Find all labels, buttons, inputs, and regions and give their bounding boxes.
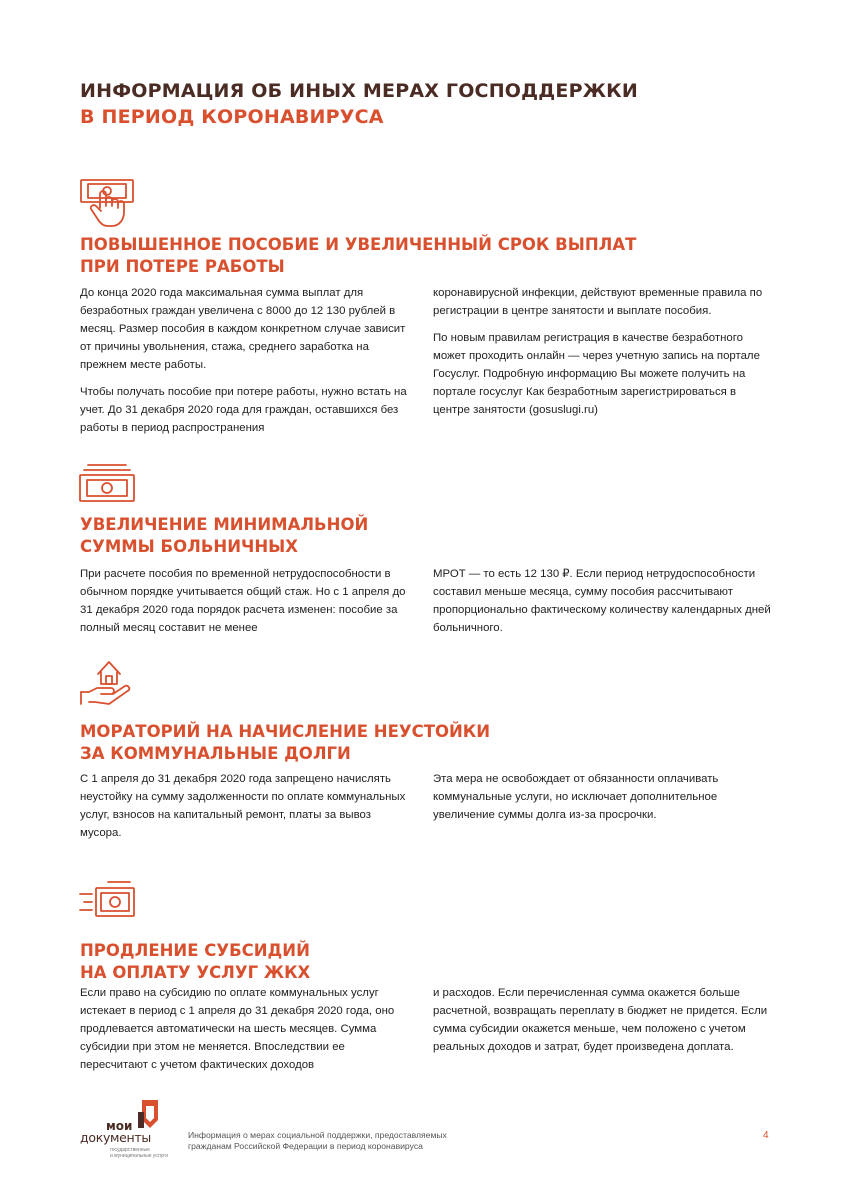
paragraph: При расчете пособия по временной нетрудоспособности в обычном порядке учитывается общий стаж. Но с 1 апреля до 31 декабря 2020 года порядок расчета изменен: пособие за полный месяц составит не менее	[80, 568, 406, 634]
page-title	[80, 78, 780, 130]
footer-caption-line1: Информация о мерах социальной поддержки, предоставляемых	[188, 1130, 447, 1140]
section-title	[80, 234, 780, 278]
logo-subtitle-line1: государственные	[110, 1147, 150, 1153]
paragraph: Эта мера не освобождает от обязанности оплачивать коммунальные услуги, но исключает дополнительное увеличение суммы долга из-за просрочки.	[433, 773, 719, 821]
section-text-left	[80, 284, 410, 446]
footer-caption	[188, 1130, 608, 1152]
paragraph: По новым правилам регистрация в качестве безработного может проходить онлайн — через учетную запись на портале Госуслуг. Подробную информацию Вы можете получить на портале госуслуг Как безработным зарегистрироваться в центре занятости (gosuslugi.ru)	[433, 332, 760, 416]
section-text-left	[80, 984, 410, 1083]
section-title-line1: МОРАТОРИЙ НА НАЧИСЛЕНИЕ НЕУСТОЙКИ	[80, 722, 491, 741]
section-text-left	[80, 770, 410, 851]
moi-dokumenty-logo	[80, 1098, 170, 1166]
page-number: 4	[763, 1130, 769, 1141]
page-title-line1: ИНФОРМАЦИЯ ОБ ИНЫХ МЕРАХ ГОСПОДДЕРЖКИ	[80, 80, 638, 102]
paragraph: МРОТ — то есть 12 130 ₽. Если период нетрудоспособности составил меньше месяца, сумму пособия рассчитывают пропорционально фактическому количеству календарных дней больничного.	[433, 568, 771, 634]
section-title-line2: НА ОПЛАТУ УСЛУГ ЖКХ	[80, 963, 311, 982]
paragraph: Если право на субсидию по оплате коммунальных услуг истекает в период с 1 апреля до 31 декабря 2020 года, оно продлевается автоматически на шесть месяцев. Сумма субсидии при этом не меняется. Впоследствии ее пересчитают с учетом фактических доходов	[80, 987, 395, 1071]
section-text-right	[433, 984, 773, 1065]
paragraph: До конца 2020 года максимальная сумма выплат для безработных граждан увеличена с 8000 до 12 130 рублей в месяц. Размер пособия в каждом конкретном случае зависит от причины увольнения, стажа, среднего заработка на прежнем месте работы.	[80, 287, 406, 371]
banknote-stack-icon	[78, 461, 136, 513]
paragraph: коронавирусной инфекции, действуют временные правила по регистрации в центре занятости и выплате пособия.	[433, 287, 763, 317]
logo-subtitle-line2: и муниципальные услуги	[110, 1153, 168, 1159]
section-text-right	[433, 770, 773, 833]
section-title-line1: ПОВЫШЕННОЕ ПОСОБИЕ И УВЕЛИЧЕННЫЙ СРОК ВЫПЛАТ	[80, 235, 637, 254]
section-title-line2: ЗА КОММУНАЛЬНЫЕ ДОЛГИ	[80, 744, 351, 763]
section-text-right	[433, 565, 773, 646]
page-title-line2: В ПЕРИОД КОРОНАВИРУСА	[80, 106, 384, 128]
logo-word-moi: мои	[106, 1119, 133, 1133]
hand-money-icon	[78, 178, 136, 230]
footer-caption-line2: гражданам Российской Федерации в период коронавируса	[188, 1141, 423, 1151]
section-text-right	[433, 284, 773, 428]
paragraph: С 1 апреля до 31 декабря 2020 года запрещено начислять неустойку на сумму задолженности по оплате коммунальных услуг, взносов на капитальный ремонт, платы за вывоз мусора.	[80, 773, 406, 839]
section-title-line2: ПРИ ПОТЕРЕ РАБОТЫ	[80, 257, 285, 276]
paragraph: Чтобы получать пособие при потере работы, нужно встать на учет. До 31 декабря 2020 года для граждан, оставшихся без работы в период распространения	[80, 386, 407, 434]
section-title	[80, 940, 780, 984]
section-title-line1: ПРОДЛЕНИЕ СУБСИДИЙ	[80, 941, 310, 960]
paragraph: и расходов. Если перечисленная сумма окажется больше расчетной, возвращать переплату в бюджет не придется. Если сумма субсидии окажется меньше, чем положено с учетом реальных доходов и затрат, будет произведена доплата.	[433, 987, 768, 1053]
section-text-left	[80, 565, 410, 646]
section-title-line1: УВЕЛИЧЕНИЕ МИНИМАЛЬНОЙ	[80, 515, 369, 534]
section-title	[80, 514, 780, 558]
section-title-line2: СУММЫ БОЛЬНИЧНЫХ	[80, 537, 298, 556]
logo-word-dokumenty: документы	[80, 1130, 151, 1145]
section-title	[80, 721, 780, 765]
fast-banknote-icon	[78, 878, 136, 930]
hand-house-icon	[78, 656, 136, 708]
